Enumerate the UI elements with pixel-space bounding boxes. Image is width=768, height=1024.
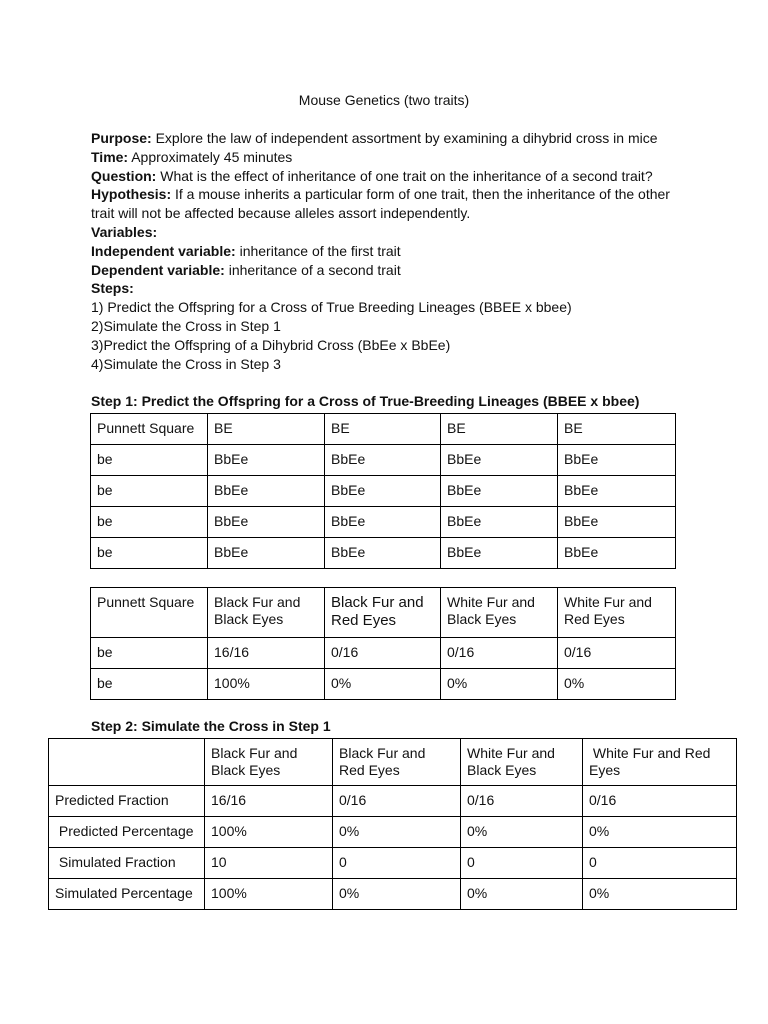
- table-cell: BbEe: [558, 476, 676, 507]
- purpose-label: Purpose:: [91, 130, 152, 146]
- dependent-label: Dependent variable:: [91, 261, 225, 278]
- table-cell: 100%: [205, 879, 333, 910]
- table-header-row: [49, 739, 737, 786]
- table-header-cell: BE: [325, 414, 441, 445]
- table-cell: 0/16: [558, 638, 676, 669]
- variables-label: Variables:: [91, 223, 158, 240]
- table-row: [91, 476, 676, 507]
- table-cell: BbEe: [325, 476, 441, 507]
- punnett-square-table: [90, 413, 676, 569]
- table-cell: be: [91, 507, 208, 538]
- table-row: [91, 538, 676, 569]
- hypothesis-label: Hypothesis:: [91, 186, 172, 203]
- table-cell: 0/16: [441, 638, 558, 669]
- table-cell: 0: [583, 848, 737, 879]
- table-cell: 0/16: [325, 638, 441, 669]
- table-header-row: [91, 588, 676, 638]
- table-cell: 0%: [583, 817, 737, 848]
- table-cell: BbEe: [558, 507, 676, 538]
- table-row: [49, 848, 737, 879]
- table-header-cell: White Fur and Black Eyes: [441, 588, 558, 638]
- table-cell: be: [91, 638, 208, 669]
- table-header-cell: Black Fur and Black Eyes: [208, 588, 325, 638]
- table-row: [91, 445, 676, 476]
- table-cell: BbEe: [558, 538, 676, 569]
- step-item: 1) Predict the Offspring for a Cross of True Breeding Lineages (BBEE x bbee): [91, 299, 572, 316]
- simulation-table: [48, 738, 737, 910]
- table-cell: 0%: [461, 879, 583, 910]
- table-cell: be: [91, 538, 208, 569]
- table-header-cell: Punnett Square: [91, 414, 208, 445]
- step-item: 3)Predict the Offspring of a Dihybrid Cross (BbEe x BbEe): [91, 336, 451, 353]
- step-item: 2)Simulate the Cross in Step 1: [91, 317, 281, 334]
- independent-label: Independent variable:: [91, 242, 236, 259]
- table-header-cell: BE: [558, 414, 676, 445]
- table-header-cell: Black Fur and Black Eyes: [205, 739, 333, 786]
- dependent-variable-line: [91, 261, 711, 280]
- table-cell: BbEe: [441, 476, 558, 507]
- table-cell: Simulated Percentage: [49, 879, 205, 910]
- table-cell: BbEe: [441, 445, 558, 476]
- table-cell: 0%: [558, 669, 676, 700]
- phenotype-prediction-table: [90, 587, 676, 700]
- step1-heading: Step 1: Predict the Offspring for a Cross of True-Breeding Lineages (BBEE x bbee): [91, 393, 640, 409]
- table-row: [49, 786, 737, 817]
- independent-text: inheritance of the first trait: [235, 242, 401, 259]
- independent-variable-line: [91, 242, 711, 261]
- table-cell: 0/16: [583, 786, 737, 817]
- table-header-row: [91, 414, 676, 445]
- table-cell: 16/16: [208, 638, 325, 669]
- purpose-line: [91, 129, 711, 148]
- table-header-cell: BE: [208, 414, 325, 445]
- table-cell: 0%: [583, 879, 737, 910]
- table-row: [91, 638, 676, 669]
- table-row: [91, 507, 676, 538]
- step-item: 4)Simulate the Cross in Step 3: [91, 355, 281, 372]
- table-cell: BbEe: [208, 445, 325, 476]
- table-header-cell: Punnett Square: [91, 588, 208, 638]
- table-header-cell: BE: [441, 414, 558, 445]
- table-row: [91, 669, 676, 700]
- table-cell: 100%: [208, 669, 325, 700]
- dependent-text: inheritance of a second trait: [224, 261, 401, 278]
- table-cell: 10: [205, 848, 333, 879]
- question-text: What is the effect of inheritance of one trait on the inheritance of a second trait?: [156, 167, 653, 184]
- table-header-cell: [49, 739, 205, 786]
- table-cell: 0/16: [333, 786, 461, 817]
- table-cell: BbEe: [325, 445, 441, 476]
- table-cell: 100%: [205, 817, 333, 848]
- steps-line: [91, 279, 711, 298]
- table-header-cell: White Fur and Red Eyes: [558, 588, 676, 638]
- time-label: Time:: [91, 148, 129, 165]
- table-cell: 16/16: [205, 786, 333, 817]
- table-cell: be: [91, 445, 208, 476]
- table-cell: BbEe: [558, 445, 676, 476]
- table-cell: Predicted Fraction: [49, 786, 205, 817]
- table-cell: be: [91, 476, 208, 507]
- purpose-text: Explore the law of independent assortment by examining a dihybrid cross in mice: [151, 130, 658, 146]
- table-cell: BbEe: [441, 507, 558, 538]
- variables-line: [91, 223, 711, 242]
- table-header-cell: White Fur and Red Eyes: [583, 739, 737, 786]
- table-cell: 0%: [325, 669, 441, 700]
- time-text: Approximately 45 minutes: [128, 148, 293, 165]
- question-label: Question:: [91, 167, 157, 184]
- document-title: Mouse Genetics (two traits): [298, 92, 470, 108]
- time-line: [91, 148, 711, 167]
- steps-label: Steps:: [91, 280, 134, 297]
- table-row: [49, 817, 737, 848]
- table-cell: 0%: [333, 879, 461, 910]
- table-cell: BbEe: [208, 476, 325, 507]
- table-header-cell: White Fur and Black Eyes: [461, 739, 583, 786]
- table-header-cell: Black Fur and Red Eyes: [333, 739, 461, 786]
- table-cell: BbEe: [441, 538, 558, 569]
- table-cell: 0/16: [461, 786, 583, 817]
- hypothesis-line: [91, 185, 681, 223]
- question-line: [91, 167, 711, 186]
- table-cell: BbEe: [208, 507, 325, 538]
- hypothesis-text: If a mouse inherits a particular form of one trait, then the inheritance of the other trait will not be affected because alleles assort independently.: [91, 186, 670, 222]
- table-cell: Predicted Percentage: [49, 817, 205, 848]
- table-cell: 0%: [441, 669, 558, 700]
- table-row: [49, 879, 737, 910]
- table-cell: be: [91, 669, 208, 700]
- table-cell: 0: [461, 848, 583, 879]
- table-header-cell: Black Fur and Red Eyes: [325, 588, 441, 638]
- table-cell: BbEe: [325, 507, 441, 538]
- table-cell: Simulated Fraction: [49, 848, 205, 879]
- table-cell: BbEe: [325, 538, 441, 569]
- step2-heading: Step 2: Simulate the Cross in Step 1: [91, 718, 331, 734]
- table-cell: 0: [333, 848, 461, 879]
- table-cell: 0%: [461, 817, 583, 848]
- table-cell: BbEe: [208, 538, 325, 569]
- intro-section: [91, 129, 711, 373]
- table-cell: 0%: [333, 817, 461, 848]
